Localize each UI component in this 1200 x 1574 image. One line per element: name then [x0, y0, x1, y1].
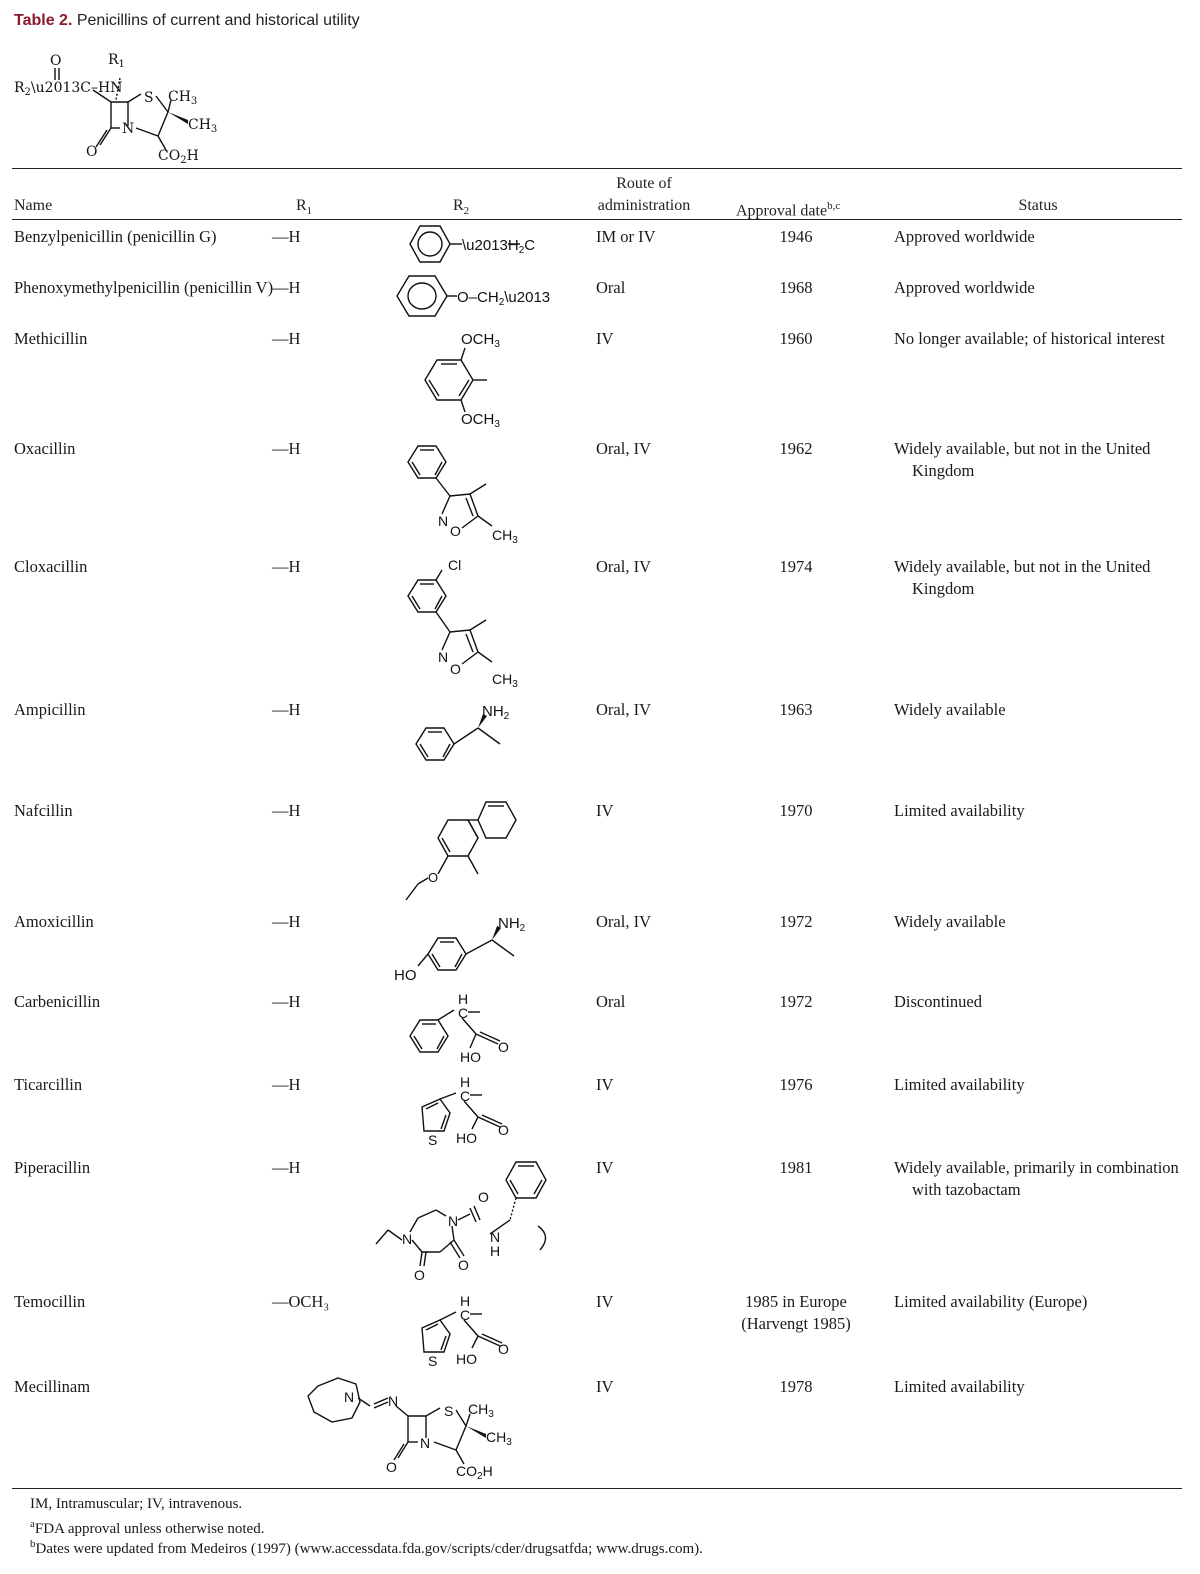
- row-8-name: Carbenicillin: [14, 992, 101, 1011]
- r2-structure-temocillin: [410, 1290, 530, 1374]
- row-7-route: Oral, IV: [596, 912, 651, 931]
- row-6-date: 1970: [779, 801, 813, 820]
- svg-text:O: O: [498, 1341, 509, 1357]
- core-r2: $R_2\backslash u2013C-HN$: [14, 80, 123, 98]
- row-2-route: IV: [596, 329, 614, 348]
- row-3-date: 1962: [779, 439, 813, 458]
- r2-structure-ampicillin: [408, 698, 538, 782]
- row-10-date: 1981: [779, 1158, 813, 1177]
- svg-text:NH2: $NH_2$: [482, 703, 510, 722]
- row-11-date: 1985 in Europe (Harvengt 1985): [741, 1292, 851, 1333]
- row-10-r1: —H: [272, 1158, 301, 1177]
- core-carboxyl: $CO_2H$: [158, 148, 199, 166]
- svg-text:C: C: [460, 1307, 471, 1323]
- core-oxygen: O: [50, 53, 62, 69]
- r2-structure-amoxicillin: [390, 910, 540, 990]
- row-8-status: Discontinued: [894, 992, 982, 1011]
- r2-structure-benzylpenicillin: [400, 222, 560, 276]
- row-0-date: 1946: [779, 227, 813, 246]
- row-7-status: Widely available: [894, 912, 1006, 931]
- svg-text:NH2: $NH_2$: [498, 915, 526, 934]
- svg-text:Cl: Cl: [448, 557, 462, 573]
- row-8-route: Oral: [596, 992, 626, 1011]
- svg-text:CH3: $CH_3$: [468, 1401, 494, 1420]
- row-6-name: Nafcillin: [14, 801, 73, 820]
- row-4-r1: —H: [272, 557, 301, 576]
- core-structure-drawing: [8, 50, 248, 170]
- svg-text:N: N: [402, 1231, 413, 1247]
- row-6-status: Limited availability: [894, 801, 1025, 820]
- footnote-a: $^a$FDA approval unless otherwise noted.: [30, 1518, 265, 1537]
- svg-text:HO: HO: [394, 967, 417, 984]
- r2-structure-nafcillin: [396, 796, 536, 910]
- svg-text:O: O: [414, 1267, 425, 1283]
- row-7-date: 1972: [779, 912, 813, 931]
- svg-text:N: N: [388, 1393, 399, 1409]
- r2-structure-methicillin: [415, 326, 525, 440]
- row-7-name: Amoxicillin: [14, 912, 94, 931]
- row-11-name: Temocillin: [14, 1292, 86, 1311]
- svg-text:H: H: [458, 991, 469, 1007]
- header-route-line2: administration: [597, 197, 691, 214]
- svg-text:C: C: [458, 1005, 469, 1021]
- core-methyl-2: $CH_3$: [188, 117, 218, 135]
- svg-text:HO: HO: [456, 1130, 477, 1146]
- row-0-name: Benzylpenicillin (penicillin G): [14, 227, 217, 246]
- row-6-r1: —H: [272, 801, 301, 820]
- row-9-status: Limited availability: [894, 1075, 1025, 1094]
- row-5-status: Widely available: [894, 700, 1006, 719]
- row-12-date: 1978: [779, 1377, 813, 1396]
- row-2-r1: —H: [272, 329, 301, 348]
- row-9-route: IV: [596, 1075, 614, 1094]
- svg-text:O: O: [450, 661, 461, 677]
- row-12-route: IV: [596, 1377, 614, 1396]
- core-r1: $R_1$: [108, 52, 125, 70]
- row-1-name: Phenoxymethylpenicillin (penicillin V): [14, 278, 274, 297]
- table-title: Penicillins of current and historical utility: [76, 12, 360, 29]
- row-1-route: Oral: [596, 278, 626, 297]
- svg-text:S: S: [444, 1403, 454, 1419]
- svg-text:O–CH2\u2013: $O-CH_2\backslash u2013$: [457, 289, 551, 308]
- table-caption: [14, 12, 360, 30]
- svg-text:H: H: [490, 1243, 501, 1259]
- svg-text:O: O: [450, 523, 461, 539]
- row-0-status: Approved worldwide: [894, 227, 1035, 246]
- row-4-route: Oral, IV: [596, 557, 651, 576]
- row-8-r1: —H: [272, 992, 301, 1011]
- row-10-route: IV: [596, 1158, 614, 1177]
- row-5-date: 1963: [779, 700, 813, 719]
- svg-text:HO: HO: [456, 1351, 477, 1367]
- svg-text:H: H: [460, 1293, 471, 1309]
- row-11-r1: —OCH₃: [272, 1292, 330, 1311]
- svg-text:N: N: [420, 1435, 431, 1451]
- row-10-name: Piperacillin: [14, 1158, 91, 1177]
- r2-structure-oxacillin: [398, 440, 538, 554]
- row-6-route: IV: [596, 801, 614, 820]
- row-1-r1: —H: [272, 278, 301, 297]
- table-bottom-rule: [12, 1488, 1182, 1489]
- svg-text:OCH3: $OCH_3$: [461, 331, 500, 350]
- svg-text:S: S: [428, 1353, 438, 1369]
- row-11-route: IV: [596, 1292, 614, 1311]
- row-5-r1: —H: [272, 700, 301, 719]
- svg-text:N: N: [438, 513, 449, 529]
- svg-text:OCH3: $OCH_3$: [461, 411, 500, 430]
- row-1-date: 1968: [779, 278, 813, 297]
- header-r2: $R_2$: [453, 197, 470, 218]
- row-4-name: Cloxacillin: [14, 557, 88, 576]
- r2-structure-piperacillin: [366, 1156, 566, 1290]
- row-4-date: 1974: [779, 557, 813, 576]
- row-2-name: Methicillin: [14, 329, 88, 348]
- header-top-rule: [12, 168, 1182, 169]
- row-2-date: 1960: [779, 329, 813, 348]
- header-r1: $R_1$: [296, 197, 313, 218]
- svg-text:HO: HO: [460, 1049, 481, 1065]
- core-structure: [8, 50, 248, 174]
- header-route-line1: Route of: [616, 175, 672, 192]
- row-12-status: Limited availability: [894, 1377, 1025, 1396]
- svg-text:CH3: $CH_3$: [492, 671, 518, 690]
- svg-text:N: N: [448, 1213, 459, 1229]
- row-5-route: Oral, IV: [596, 700, 651, 719]
- core-sulfur: S: [144, 90, 154, 106]
- row-5-name: Ampicillin: [14, 700, 86, 719]
- core-carbonyl-oxygen: O: [86, 144, 98, 160]
- row-11-status: Limited availability (Europe): [894, 1292, 1088, 1311]
- row-10-status: Widely available, primarily in combination with tazobactam: [894, 1158, 1179, 1199]
- svg-text:CH3: $CH_3$: [492, 527, 518, 546]
- svg-text:\u2013H2C: $\backslash u2013H_2C$: [462, 237, 536, 256]
- header-bottom-rule: [12, 219, 1182, 220]
- svg-text:N: N: [344, 1389, 355, 1405]
- svg-text:CO2H: $CO_2H$: [456, 1463, 493, 1482]
- row-4-status: Widely available, but not in the United Kingdom: [894, 557, 1151, 598]
- row-7-r1: —H: [272, 912, 301, 931]
- svg-text:N: N: [490, 1229, 501, 1245]
- row-3-status: Widely available, but not in the United Kingdom: [894, 439, 1151, 480]
- table-label: Table 2.: [14, 12, 73, 29]
- row-3-route: Oral, IV: [596, 439, 651, 458]
- r2-structure-phenoxymethylpenicillin: [393, 272, 553, 330]
- svg-text:O: O: [478, 1189, 489, 1205]
- header-approval: Approval date$^{b,c}$: [736, 200, 841, 220]
- row-1-status: Approved worldwide: [894, 278, 1035, 297]
- svg-text:H: H: [460, 1074, 471, 1090]
- row-3-r1: —H: [272, 439, 301, 458]
- r2-structure-carbenicillin: [406, 990, 526, 1070]
- svg-text:O: O: [498, 1039, 509, 1055]
- row-0-route: IM or IV: [596, 227, 656, 246]
- core-methyl-1: $CH_3$: [168, 89, 198, 107]
- r2-structure-cloxacillin: [398, 556, 538, 696]
- footnote-abbreviations: IM, Intramuscular; IV, intravenous.: [30, 1496, 243, 1512]
- header-status: Status: [1018, 197, 1058, 214]
- svg-text:O: O: [458, 1257, 469, 1273]
- svg-text:O: O: [498, 1122, 509, 1138]
- svg-text:O: O: [386, 1459, 397, 1475]
- svg-text:O: O: [428, 870, 439, 885]
- row-9-name: Ticarcillin: [14, 1075, 83, 1094]
- row-0-r1: —H: [272, 227, 301, 246]
- r2-structure-mecillinam: [300, 1372, 540, 1492]
- header-name: Name: [14, 197, 53, 214]
- svg-text:N: N: [438, 649, 449, 665]
- footnote-b: $^b$Dates were updated from Medeiros (1997) (www.accessdata.fda.gov/scripts/cder/drugsatfda; www.drugs.com).: [30, 1538, 703, 1557]
- row-2-status: No longer available; of historical interest: [894, 329, 1165, 348]
- row-3-name: Oxacillin: [14, 439, 76, 458]
- r2-structure-ticarcillin: [410, 1073, 530, 1153]
- row-9-r1: —H: [272, 1075, 301, 1094]
- row-12-name: Mecillinam: [14, 1377, 91, 1396]
- header-route: [580, 173, 708, 217]
- svg-text:S: S: [428, 1132, 438, 1148]
- svg-text:CH3: $CH_3$: [486, 1429, 512, 1448]
- row-9-date: 1976: [779, 1075, 813, 1094]
- row-8-date: 1972: [779, 992, 813, 1011]
- svg-text:C: C: [460, 1088, 471, 1104]
- core-nitrogen: N: [122, 121, 135, 137]
